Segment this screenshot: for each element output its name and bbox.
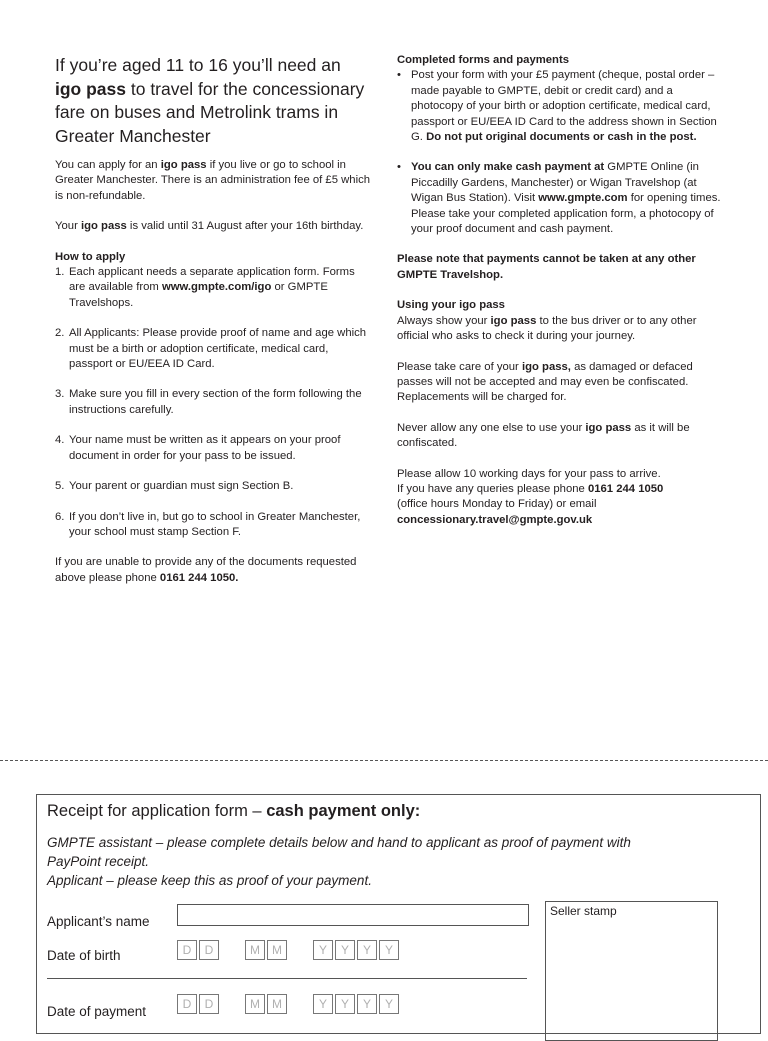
seller-stamp-label: Seller stamp <box>550 904 617 918</box>
dob-day-digit[interactable]: D <box>177 940 197 960</box>
queries-phone: 0161 244 1050 <box>587 482 664 495</box>
dob-year <box>313 940 401 960</box>
payment-year <box>313 994 401 1014</box>
payment-month-digit[interactable]: M <box>245 994 265 1014</box>
receipt-instructions <box>47 833 687 890</box>
igo-url: www.gmpte.com/igo <box>161 281 272 294</box>
dob-year-digit[interactable]: Y <box>313 940 333 960</box>
dob-year-digit[interactable]: Y <box>335 940 355 960</box>
validity-text: Your igo pass is valid until 31 August after your 16th birthday. <box>55 220 364 233</box>
bullet-post: • Post your form with your £5 payment (cheque, postal order – made payable to GMPTE, debit or credit card) and a photocopy of your birth or adoption certificate, medical card, passport or EU/EEA ID Card to the address shown in Section G. Do not put original documents or cash in the post. <box>397 69 717 144</box>
field-divider <box>47 978 527 979</box>
step-1: 1. Each applicant needs a separate application form. Forms are available from www.gmpte.com/igo or GMPTE Travelshops. <box>55 266 355 309</box>
receipt-title: Receipt for application form – cash payment only: <box>47 802 421 820</box>
payment-month <box>245 994 289 1014</box>
dob-month <box>245 940 289 960</box>
dob-day-digit[interactable]: D <box>199 940 219 960</box>
steps-list <box>55 265 370 540</box>
left-column <box>55 54 370 601</box>
dob-month-digit[interactable]: M <box>245 940 265 960</box>
date-of-birth-label: Date of birth <box>47 948 121 963</box>
step-6: 6. If you don’t live in, but go to school in Greater Manchester, your school must stamp Section F. <box>55 510 361 538</box>
queries-text: If you have any queries please phone 0161 244 1050 <box>397 482 664 495</box>
care-text: Please take care of your igo pass, as damaged or defaced passes will not be accepted and may even be confiscated. Replacements will be charged for. <box>397 360 693 404</box>
payment-day-digit[interactable]: D <box>199 994 219 1014</box>
step-4: 4. Your name must be written as it appears on your proof document in order for your pass to be issued. <box>55 434 341 462</box>
office-hours-text: (office hours Monday to Friday) or email <box>397 498 597 511</box>
bullet-icon: • <box>397 69 401 82</box>
payment-year-digit[interactable]: Y <box>335 994 355 1014</box>
payment-bullets <box>397 68 722 237</box>
bullet-icon: • <box>397 161 401 174</box>
dob-month-digit[interactable]: M <box>267 940 287 960</box>
unable-text: If you are unable to provide any of the documents requested above please phone 0161 244 1050. <box>55 556 357 584</box>
payment-year-digit[interactable]: Y <box>357 994 377 1014</box>
intro-text: You can apply for an igo pass if you live or go to school in Greater Manchester. There is an administration fee of £5 which is non-refundable. <box>55 159 371 202</box>
applicant-name-field[interactable] <box>177 904 529 926</box>
step-5: 5. Your parent or guardian must sign Section B. <box>55 480 294 493</box>
payment-year-digit[interactable]: Y <box>313 994 333 1014</box>
gmpte-url: www.gmpte.com <box>538 192 628 205</box>
note-text: Please note that payments cannot be taken at any other GMPTE Travelshop. <box>397 253 696 281</box>
applicant-instructions: Applicant – please keep this as proof of your payment. <box>47 873 372 888</box>
payment-month-digit[interactable]: M <box>267 994 287 1014</box>
how-to-apply-heading: How to apply <box>55 250 126 263</box>
cut-line <box>0 760 768 761</box>
seller-stamp-box <box>545 901 718 1041</box>
dob-year-digit[interactable]: Y <box>357 940 377 960</box>
allow-text: Please allow 10 working days for your pass to arrive. <box>397 467 661 480</box>
payment-day <box>177 994 221 1014</box>
bullet-cash: • You can only make cash payment at GMPTE Online (in Piccadilly Gardens, Manchester) or Wigan Travelshop (at Wigan Bus Station). Visit www.gmpte.com for opening times. Please take your completed application form, a photocopy of your proof document and cash payment. <box>397 161 721 236</box>
assistant-instructions: GMPTE assistant – please complete details below and hand to applicant as proof of payment with PayPoint receipt. <box>47 835 631 869</box>
step-3: 3. Make sure you fill in every section of the form following the instructions carefully. <box>55 388 362 416</box>
applicant-name-label: Applicant’s name <box>47 914 150 929</box>
using-text: Always show your igo pass to the bus driver or to any other official who asks to check it during your journey. <box>397 314 697 343</box>
using-pass-heading: Using your igo pass <box>397 299 505 312</box>
main-heading: If you’re aged 11 to 16 you’ll need an igo pass to travel for the concessionary fare on buses and Metrolink trams in Greater Manchester <box>55 55 365 146</box>
dob-year-digit[interactable]: Y <box>379 940 399 960</box>
receipt-section <box>36 794 761 1034</box>
contact-email: concessionary.travel@gmpte.gov.uk <box>397 513 593 526</box>
payment-day-digit[interactable]: D <box>177 994 197 1014</box>
right-column <box>397 53 722 528</box>
phone-number: 0161 244 1050. <box>159 571 239 584</box>
date-of-payment-label: Date of payment <box>47 1004 147 1019</box>
payment-year-digit[interactable]: Y <box>379 994 399 1014</box>
completed-forms-heading: Completed forms and payments <box>397 54 569 66</box>
dob-day <box>177 940 221 960</box>
never-text: Never allow any one else to use your igo pass as it will be confiscated. <box>397 421 690 450</box>
step-2: 2. All Applicants: Please provide proof of name and age which must be a birth or adoption certificate, medical card, passport or EU/EEA ID Card. <box>55 327 367 371</box>
